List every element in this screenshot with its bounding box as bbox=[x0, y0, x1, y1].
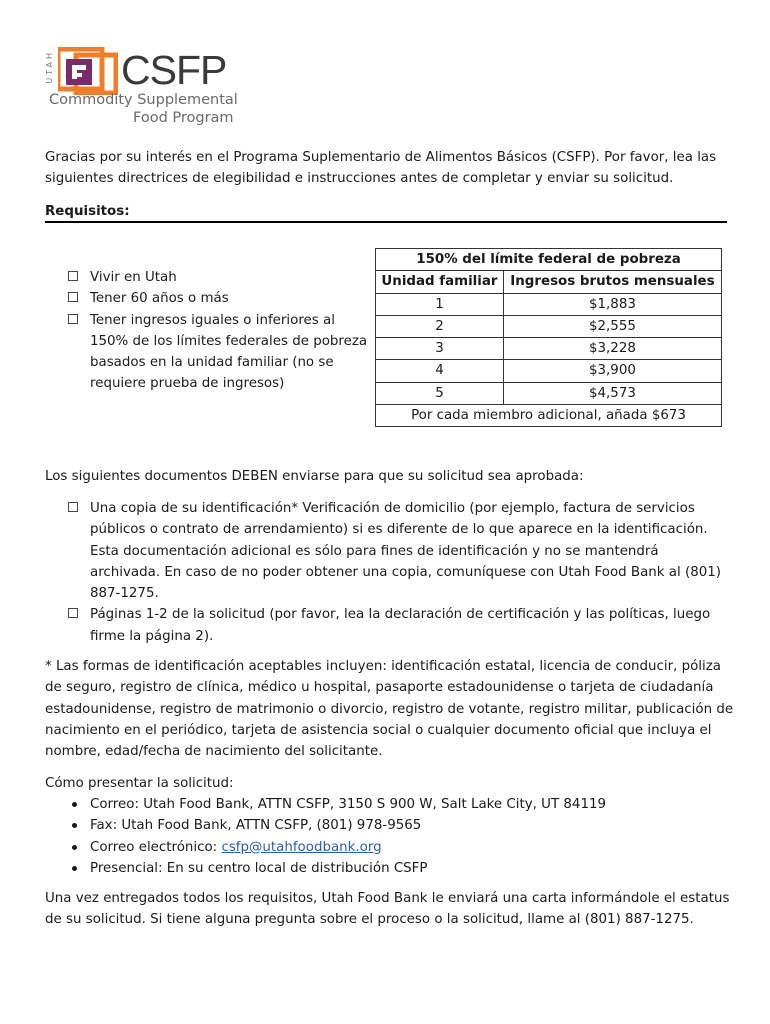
documents-list bbox=[68, 498, 728, 647]
income-cell: $3,900 bbox=[503, 360, 721, 382]
table-header-unit: Unidad familiar bbox=[376, 271, 504, 293]
checkbox-icon[interactable] bbox=[68, 292, 78, 302]
bullet-icon bbox=[72, 866, 77, 871]
table-header-income: Ingresos brutos mensuales bbox=[503, 271, 721, 293]
checkbox-icon[interactable] bbox=[68, 608, 78, 618]
table-row bbox=[376, 338, 722, 360]
submit-methods-list bbox=[68, 794, 728, 879]
unit-cell: 3 bbox=[376, 338, 504, 360]
list-item: Fax: Utah Food Bank, ATTN CSFP, (801) 978-9565 bbox=[68, 815, 728, 836]
csfp-logo-mark-icon bbox=[58, 47, 118, 95]
logo-subtitle-line2: Food Program bbox=[133, 110, 234, 126]
income-cell: $2,555 bbox=[503, 315, 721, 337]
closing-paragraph: Una vez entregados todos los requisitos, Utah Food Bank le enviará una carta informándole el estatus de su solicitud. Si tiene alguna pregunta sobre el proceso o la solicitud, llame al (801) 887-1275. bbox=[45, 891, 730, 928]
requirement-item: Tener ingresos iguales o inferiores al 150% de los límites federales de pobreza basados en la unidad familiar (no se requiere prueba de ingresos) bbox=[68, 310, 368, 395]
table-row bbox=[376, 382, 722, 404]
checkbox-icon[interactable] bbox=[68, 314, 78, 324]
logo-name: CSFP bbox=[121, 47, 227, 93]
checkbox-icon[interactable] bbox=[68, 502, 78, 512]
table-row bbox=[376, 360, 722, 382]
requirements-heading: Requisitos: bbox=[45, 204, 130, 219]
document-item: Una copia de su identificación* Verificación de domicilio (por ejemplo, factura de servicios públicos o contrato de arrendamiento) si es diferente de lo que aparece en la identificación. Esta documentación adicional es sólo para fines de identificación y no se mantendrá archivada. En caso de no poder obtener una copia, comuníquese con Utah Food Bank al (801) 887-1275. bbox=[68, 498, 728, 604]
logo-state-text: UTAH bbox=[45, 50, 54, 84]
documents-intro: Los siguientes documentos DEBEN enviarse para que su solicitud sea aprobada: bbox=[45, 469, 584, 484]
requirement-item: Tener 60 años o más bbox=[68, 288, 368, 309]
submit-heading: Cómo presentar la solicitud: bbox=[45, 776, 234, 791]
income-cell: $3,228 bbox=[503, 338, 721, 360]
unit-cell: 1 bbox=[376, 293, 504, 315]
unit-cell: 4 bbox=[376, 360, 504, 382]
intro-paragraph: Gracias por su interés en el Programa Suplementario de Alimentos Básicos (CSFP). Por favor, lea las siguientes directrices de elegibilidad e instrucciones antes de completar y enviar su solicitud. bbox=[45, 150, 717, 187]
unit-cell: 2 bbox=[376, 315, 504, 337]
income-cell: $4,573 bbox=[503, 382, 721, 404]
table-row bbox=[376, 293, 722, 315]
bullet-icon bbox=[72, 845, 77, 850]
poverty-limit-table bbox=[375, 248, 722, 427]
table-footer: Por cada miembro adicional, añada $673 bbox=[376, 405, 722, 427]
checkbox-icon[interactable] bbox=[68, 271, 78, 281]
list-item: Correo: Utah Food Bank, ATTN CSFP, 3150 S 900 W, Salt Lake City, UT 84119 bbox=[68, 794, 728, 815]
requirements-list bbox=[68, 267, 368, 395]
section-divider bbox=[45, 221, 727, 223]
income-cell: $1,883 bbox=[503, 293, 721, 315]
table-title: 150% del límite federal de pobreza bbox=[376, 249, 722, 271]
bullet-icon bbox=[72, 823, 77, 828]
bullet-icon bbox=[72, 802, 77, 807]
requirement-item: Vivir en Utah bbox=[68, 267, 368, 288]
logo-subtitle-line1: Commodity Supplemental bbox=[49, 92, 238, 108]
id-note-paragraph: * Las formas de identificación aceptables incluyen: identificación estatal, licencia de conducir, póliza de seguro, registro de clínica, médico u hospital, pasaporte estadounidense o tarjeta de ciudadanía estadounidense, registro de matrimonio o divorcio, registro de votante, registro militar, publicación de nacimiento en el periódico, tarjeta de asistencia social o cualquier documento oficial que incluya el nombre, edad/fecha de nacimiento del solicitante. bbox=[45, 659, 734, 760]
unit-cell: 5 bbox=[376, 382, 504, 404]
document-item: Páginas 1-2 de la solicitud (por favor, lea la declaración de certificación y las políticas, luego firme la página 2). bbox=[68, 604, 728, 647]
email-link[interactable]: csfp@utahfoodbank.org bbox=[221, 839, 382, 855]
table-row bbox=[376, 315, 722, 337]
list-item: Presencial: En su centro local de distribución CSFP bbox=[68, 858, 728, 879]
list-item: Correo electrónico: csfp@utahfoodbank.org bbox=[68, 837, 728, 858]
csfp-logo bbox=[43, 42, 243, 132]
